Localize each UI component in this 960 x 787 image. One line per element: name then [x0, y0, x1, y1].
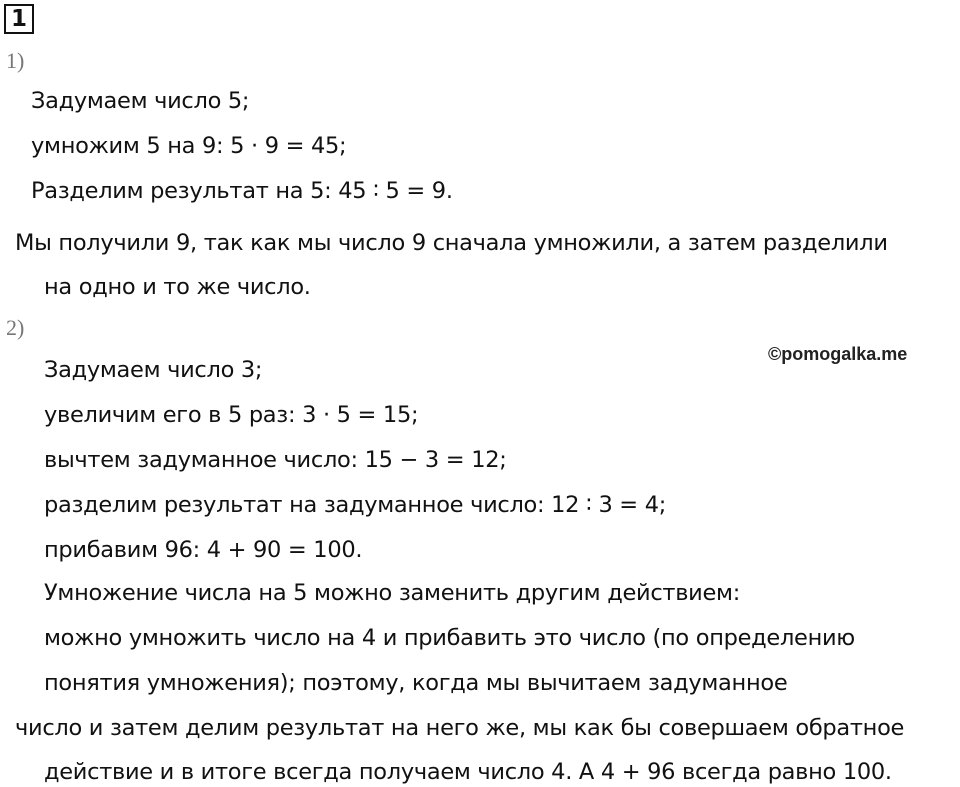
- part-2-label: 2): [6, 315, 25, 340]
- part-2-line-2: увеличим его в 5 раз: 3 · 5 = 15;: [44, 402, 419, 428]
- part-1-line-2: умножим 5 на 9: 5 · 9 = 45;: [31, 133, 347, 159]
- part-2-line-6: Умножение числа на 5 можно заменить другим действием:: [44, 580, 740, 606]
- part-2-line-1: Задумаем число 3;: [44, 357, 263, 383]
- watermark: ©pomogalka.me: [768, 344, 908, 364]
- part-2-line-3: вычтем задуманное число: 15 − 3 = 12;: [44, 447, 507, 473]
- part-1-line-3: Разделим результат на 5: 45 ∶ 5 = 9.: [31, 178, 453, 204]
- part-2-line-8: понятия умножения); поэтому, когда мы вычитаем задуманное: [44, 670, 788, 696]
- part-1-conclusion-line-2: на одно и то же число.: [44, 274, 311, 300]
- task-number-box: 1: [4, 4, 34, 34]
- part-2-line-9: число и затем делим результат на него же, мы как бы совершаем обратное: [15, 715, 905, 741]
- part-2-line-4: разделим результат на задуманное число: 12 ∶ 3 = 4;: [44, 492, 667, 518]
- part-1-line-1: Задумаем число 5;: [31, 88, 250, 114]
- part-2-line-7: можно умножить число на 4 и прибавить это число (по определению: [44, 625, 855, 651]
- part-1-conclusion-line-1: Мы получили 9, так как мы число 9 сначала умножили, а затем разделили: [15, 230, 888, 256]
- part-1-label: 1): [6, 48, 25, 73]
- part-2-line-10: действие и в итоге всегда получаем число 4. А 4 + 96 всегда равно 100.: [44, 759, 892, 785]
- part-2-line-5: прибавим 96: 4 + 90 = 100.: [44, 537, 363, 563]
